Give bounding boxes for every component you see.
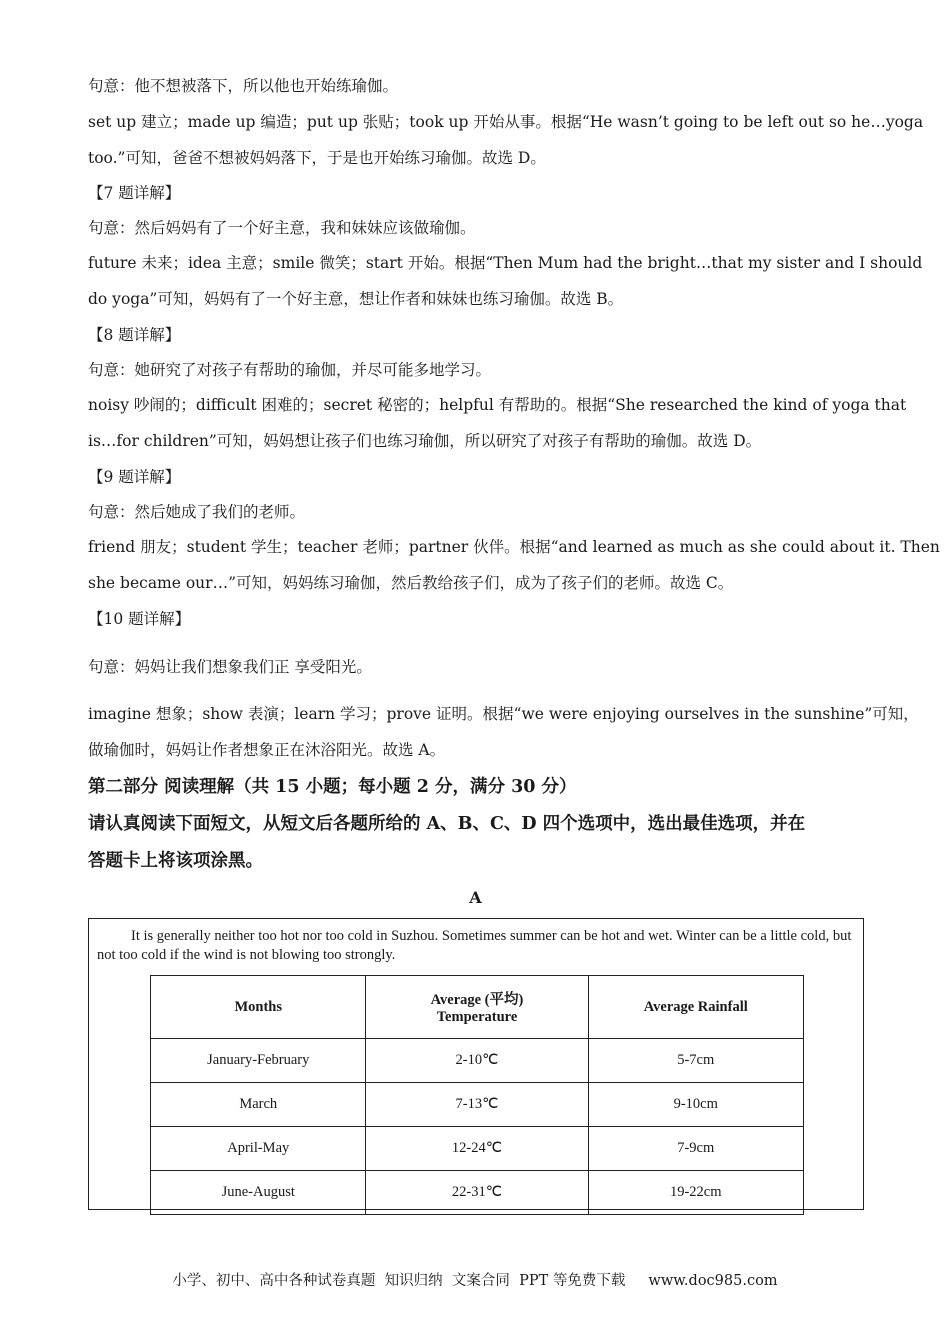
text-line: set up 建立；made up 编造；put up 张贴；took up 开始从事。根据“He wasn’t going to be left out so he…yoga <box>88 113 924 131</box>
question-heading: 【8 题详解】 <box>88 326 181 344</box>
text-line: imagine 想象；show 表演；learn 学习；prove 证明。根据“we were enjoying ourselves in the sunshine”可知， <box>88 705 919 723</box>
cell-temperature: 12-24℃ <box>366 1127 588 1171</box>
text-line: 句意：然后她成了我们的老师。 <box>88 503 306 521</box>
table-row <box>151 1171 804 1215</box>
passage-intro: It is generally neither too hot nor too cold in Suzhou. Sometimes summer can be hot and wet. Winter can be a little cold, but not too cold if the wind is not blowing too strongly. <box>97 928 852 963</box>
text-line: do yoga”可知，妈妈有了一个好主意，想让作者和妹妹也练习瑜伽。故选 B。 <box>88 290 624 308</box>
cell-month: April-May <box>151 1127 366 1171</box>
instruction-line: 请认真阅读下面短文，从短文后各题所给的 A、B、C、D 四个选项中，选出最佳选项，并在 <box>88 814 806 834</box>
cell-month: June-August <box>151 1171 366 1215</box>
table-row <box>151 1127 804 1171</box>
passage-box <box>88 918 864 1210</box>
table-header-row <box>151 976 804 1039</box>
table-row <box>151 1039 804 1083</box>
cell-rainfall: 9-10cm <box>588 1083 804 1127</box>
cell-temperature: 2-10℃ <box>366 1039 588 1083</box>
weather-table <box>150 975 804 1215</box>
cell-month: January-February <box>151 1039 366 1083</box>
table-row <box>151 1083 804 1127</box>
passage-letter: A <box>469 888 482 907</box>
instruction-line: 答题卡上将该项涂黑。 <box>88 851 263 871</box>
cell-rainfall: 5-7cm <box>588 1039 804 1083</box>
text-line: she became our…”可知，妈妈练习瑜伽，然后教给孩子们，成为了孩子们的老师。故选 C。 <box>88 574 734 592</box>
cell-temperature: 7-13℃ <box>366 1083 588 1127</box>
question-heading: 【10 题详解】 <box>88 610 191 628</box>
text-line: friend 朋友；student 学生；teacher 老师；partner 伙伴。根据“and learned as much as she could about it. Then <box>88 538 940 556</box>
question-heading: 【9 题详解】 <box>88 468 181 486</box>
page-footer: 小学、初中、高中各种试卷真题 知识归纳 文案合同 PPT 等免费下载 www.doc985.com <box>172 1273 778 1289</box>
text-line: too.”可知，爸爸不想被妈妈落下，于是也开始练习瑜伽。故选 D。 <box>88 149 546 167</box>
text-line: 句意：她研究了对孩子有帮助的瑜伽，并尽可能多地学习。 <box>88 361 492 379</box>
text-line: 句意：妈妈让我们想象我们正 享受阳光。 <box>88 658 372 676</box>
text-line: future 未来；idea 主意；smile 微笑；start 开始。根据“Then Mum had the bright…that my sister and I should <box>88 254 923 272</box>
section-heading: 第二部分 阅读理解（共 15 小题；每小题 2 分，满分 30 分） <box>88 777 577 797</box>
question-heading: 【7 题详解】 <box>88 184 181 202</box>
cell-month: March <box>151 1083 366 1127</box>
cell-temperature: 22-31℃ <box>366 1171 588 1215</box>
text-line: 句意：然后妈妈有了一个好主意，我和妹妹应该做瑜伽。 <box>88 219 476 237</box>
header-temperature <box>366 976 588 1039</box>
text-line: 做瑜伽时，妈妈让作者想象正在沐浴阳光。故选 A。 <box>88 741 446 759</box>
text-line: is…for children”可知，妈妈想让孩子们也练习瑜伽，所以研究了对孩子有帮助的瑜伽。故选 D。 <box>88 432 762 450</box>
header-rainfall: Average Rainfall <box>588 976 804 1039</box>
cell-rainfall: 7-9cm <box>588 1127 804 1171</box>
cell-rainfall: 19-22cm <box>588 1171 804 1215</box>
text-line: noisy 吵闹的；difficult 困难的；secret 秘密的；helpful 有帮助的。根据“She researched the kind of yoga that <box>88 396 907 414</box>
header-temperature-line1: Average (平均) <box>430 992 524 1008</box>
header-temperature-line2: Temperature <box>436 1009 518 1025</box>
text-line: 句意：他不想被落下，所以他也开始练瑜伽。 <box>88 77 399 95</box>
header-months: Months <box>151 976 366 1039</box>
